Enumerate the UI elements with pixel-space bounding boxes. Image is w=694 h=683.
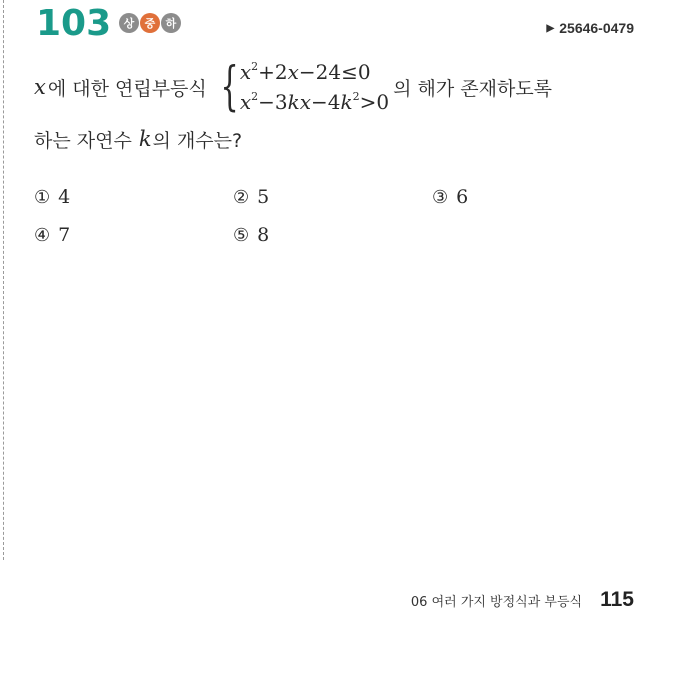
difficulty-badges [119,13,181,33]
inequality-1: $x^2+2x-24\le 0$ [239,60,371,84]
left-brace: { [220,57,239,117]
choice-4-value: 7 [58,224,71,246]
chapter-title: 06 여러 가지 방정식과 부등식 [410,594,583,610]
choice-4[interactable] [34,224,233,246]
variable-x: x [34,75,46,99]
choice-2[interactable] [233,186,432,208]
problem-number: 103 [36,3,112,44]
question-text-after: 의 해가 존재하도록 [393,77,553,100]
choice-1-mark: ① [34,186,51,208]
choice-4-mark: ④ [34,224,51,246]
choice-row-2 [34,216,631,254]
question-line2-before: 하는 자연수 [34,129,132,152]
choice-1[interactable] [34,186,233,208]
answer-choices [34,178,631,254]
choice-5-mark: ⑤ [233,224,250,246]
choice-3[interactable] [432,186,631,208]
choice-row-1 [34,178,631,216]
inequality-system [213,59,389,115]
question-line-1 [34,54,644,120]
problem-code [547,20,634,36]
triangle-marker-icon: ▶ [546,22,555,34]
choice-2-value: 5 [257,186,270,208]
question-line-2 [34,124,644,154]
choice-5-value: 8 [257,224,270,246]
choice-3-value: 6 [456,186,469,208]
question-text-before: 에 대한 연립부등식 [47,77,207,100]
difficulty-low-badge: 하 [161,13,181,33]
choice-5[interactable] [233,224,432,246]
difficulty-mid-badge: 중 [140,13,160,33]
question-line2-after: 의 개수는? [152,129,243,152]
question-text [34,54,644,154]
choice-3-mark: ③ [432,186,449,208]
page-margin-rule [3,0,4,560]
problem-code-text: 25646-0479 [559,20,634,36]
variable-k: k [138,127,152,151]
choice-2-mark: ② [233,186,250,208]
inequality-2: $x^2-3kx-4k^2>0$ [239,90,390,114]
page-footer [411,588,634,612]
difficulty-high-badge: 상 [119,13,139,33]
choice-1-value: 4 [58,186,71,208]
page-number: 115 [600,588,634,611]
